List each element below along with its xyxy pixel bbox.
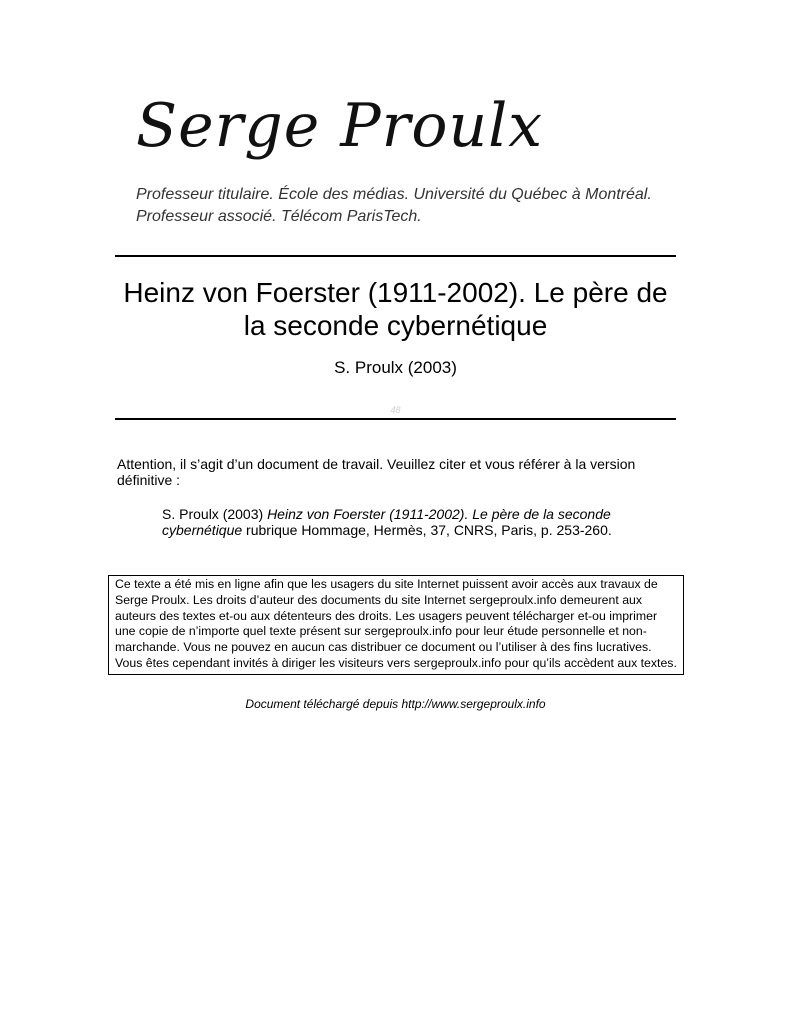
attention-note: Attention, il s’agit d’un document de travail. Veuillez citer et vous référer à la version définitive : bbox=[117, 456, 636, 488]
top-divider bbox=[115, 255, 676, 257]
document-author: S. Proulx (2003) bbox=[334, 358, 457, 377]
title-line-1: Heinz von Foerster (1911-2002). Le père de bbox=[123, 277, 668, 308]
logo-affiliation-1: Professeur titulaire. École des médias. Université du Québec à Montréal. bbox=[136, 186, 652, 203]
citation-reference bbox=[162, 506, 632, 538]
download-source-footer: Document téléchargé depuis http://www.sergeproulx.info bbox=[245, 697, 546, 711]
copyright-notice-box: Ce texte a été mis en ligne afin que les usagers du site Internet puissent avoir accès aux travaux de Serge Proulx. Les droits d’auteur des documents du site Internet sergeproulx.info demeurent aux auteurs des textes et-ou aux détenteurs des droits. Les usagers peuvent télécharger et-ou imprimer une copie de n’importe quel texte présent sur sergeproulx.info pour leur étude personnelle et non-marchande. Vous ne pouvez en aucun cas distribuer ce document ou l’utiliser à des fins lucratives. Vous êtes cependant invités à diriger les visiteurs vers sergeproulx.info pour qu’ils accèdent aux textes. bbox=[108, 575, 684, 675]
citation-title: Heinz von Foerster (1911-2002). Le père de la seconde cybernétique bbox=[162, 506, 611, 538]
page-number: 48 bbox=[390, 405, 401, 415]
citation-prefix: S. Proulx (2003) bbox=[162, 506, 268, 522]
document-title bbox=[115, 276, 676, 342]
logo-affiliation-2: Professeur associé. Télécom ParisTech. bbox=[136, 208, 422, 225]
bottom-divider bbox=[115, 418, 676, 420]
logo-signature: Serge Proulx bbox=[136, 91, 544, 161]
title-line-2: la seconde cybernétique bbox=[243, 310, 548, 341]
citation-suffix: rubrique Hommage, Hermès, 37, CNRS, Paris, p. 253-260. bbox=[242, 522, 612, 538]
